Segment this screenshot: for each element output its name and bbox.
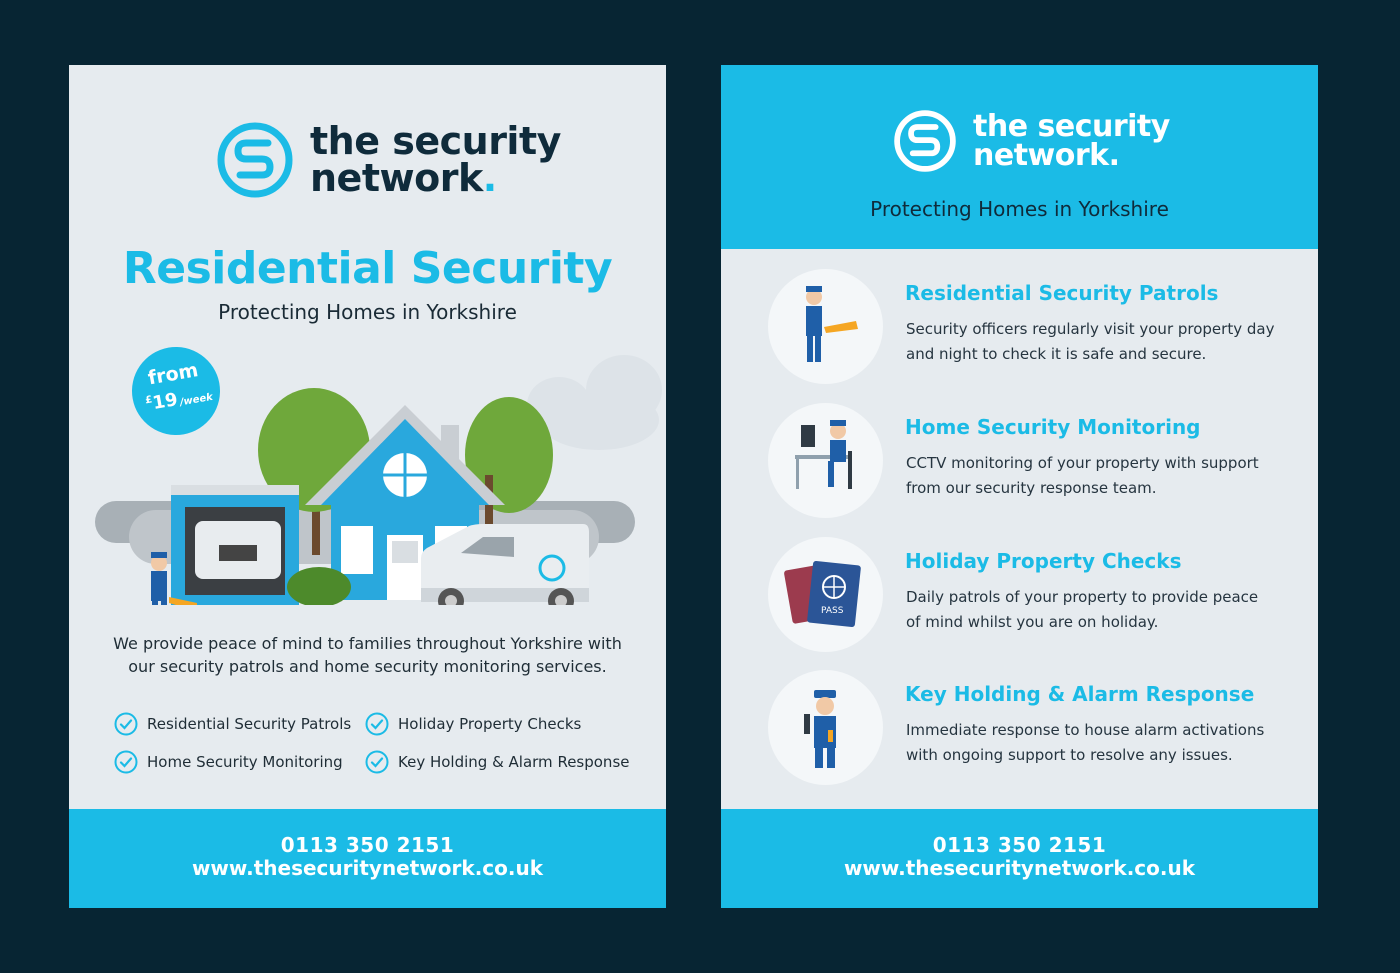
check-circle-icon [365, 712, 389, 736]
back-footer [721, 809, 1318, 908]
brand-name-line1: the security [973, 108, 1170, 144]
back-flyer [721, 65, 1318, 908]
service-icon-circle [768, 269, 883, 384]
service-description: Immediate response to house alarm activations with ongoing support to resolve any issues. [906, 721, 1265, 764]
intro-text: We provide peace of mind to families throughout Yorkshire with our security patrols and home security monitoring services. [113, 634, 622, 676]
service-title: Residential Security Patrols [905, 281, 1219, 305]
back-tagline: Protecting Homes in Yorkshire [870, 197, 1169, 221]
price-currency: £ [144, 394, 154, 407]
patrol-officer-icon [768, 269, 883, 384]
checklist-label: Key Holding & Alarm Response [398, 753, 630, 771]
checklist-label: Residential Security Patrols [147, 715, 352, 733]
front-footer [69, 809, 666, 908]
footer-phone: 0113 350 2151 [280, 833, 455, 857]
service-title: Home Security Monitoring [905, 415, 1201, 439]
logo-s-icon [893, 109, 957, 173]
service-item [721, 537, 1318, 657]
checklist-label: Holiday Property Checks [398, 715, 582, 733]
service-icon-circle [768, 537, 883, 652]
service-description: Security officers regularly visit your property day and night to check it is safe and secure. [906, 320, 1275, 363]
svg-text:PASS: PASS [821, 606, 844, 616]
service-icon-circle [768, 403, 883, 518]
price-per: /week [179, 391, 214, 409]
brand-name-line2: network [310, 156, 483, 200]
brand-dot: . [482, 156, 497, 200]
service-icon-circle [768, 670, 883, 785]
price-value: 19 [151, 389, 180, 415]
service-item [721, 670, 1318, 790]
passport-icon [768, 537, 883, 652]
brand-name [310, 118, 561, 200]
footer-website: www.thesecuritynetwork.co.uk [843, 856, 1196, 880]
service-title: Key Holding & Alarm Response [905, 682, 1255, 706]
security-guard-icon [768, 670, 883, 785]
back-brand-logo [893, 109, 1170, 173]
brand-dot: . [1108, 138, 1120, 173]
checklist-item [365, 750, 629, 774]
front-flyer [69, 65, 666, 908]
checklist-item [114, 712, 351, 736]
footer-website: www.thesecuritynetwork.co.uk [191, 856, 544, 880]
hero-title: Residential Security [122, 243, 613, 294]
service-description: CCTV monitoring of your property with support from our security response team. [906, 454, 1259, 497]
check-circle-icon [114, 712, 138, 736]
service-item [721, 403, 1318, 523]
checklist-item [365, 712, 581, 736]
footer-phone: 0113 350 2151 [932, 833, 1107, 857]
price-from: from [146, 359, 200, 390]
price-amount [144, 389, 179, 415]
check-circle-icon [114, 750, 138, 774]
service-item [721, 269, 1318, 389]
check-circle-icon [365, 750, 389, 774]
hero-subtitle: Protecting Homes in Yorkshire [218, 300, 517, 324]
brand-name-line2: network [973, 138, 1109, 173]
checklist-item [114, 750, 343, 774]
brand-name-line1: the security [310, 118, 561, 163]
front-brand-logo [216, 118, 561, 200]
back-header [721, 65, 1318, 249]
garage-icon [171, 485, 299, 605]
service-title: Holiday Property Checks [905, 549, 1182, 573]
brand-name [973, 108, 1170, 173]
checklist-label: Home Security Monitoring [147, 753, 343, 771]
service-description: Daily patrols of your property to provide peace of mind whilst you are on holiday. [906, 588, 1259, 631]
logo-s-icon [216, 121, 294, 199]
monitoring-desk-icon [768, 403, 883, 518]
